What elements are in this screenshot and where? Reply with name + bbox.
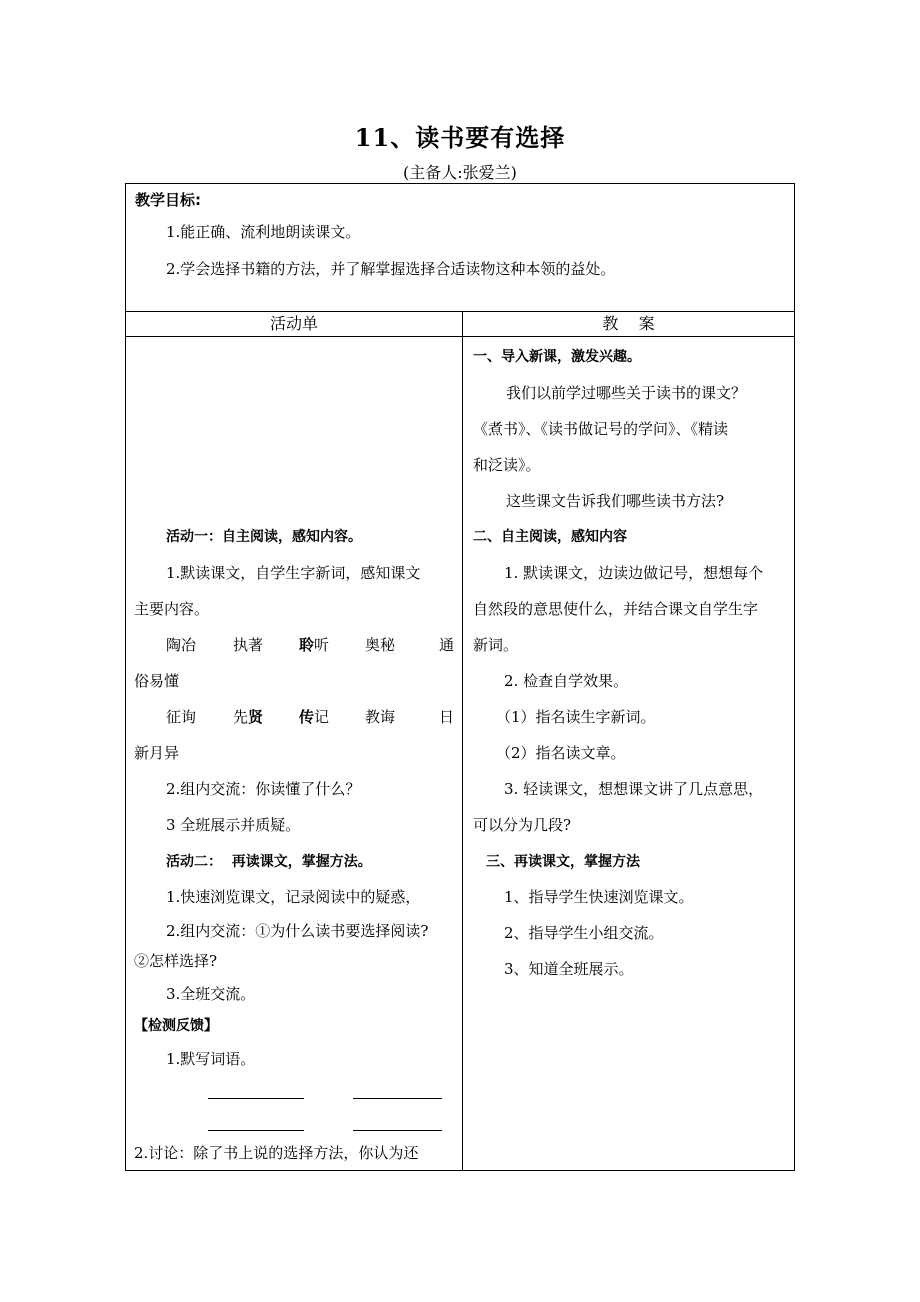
word-jiaohui: 教诲 bbox=[365, 708, 396, 726]
section-2-p1a: 1. 默读课文，边读边做记号，想想每个 bbox=[504, 564, 764, 582]
goals-heading: 教学目标: bbox=[135, 191, 201, 209]
section-2-p2-2: （2）指名读文章。 bbox=[496, 744, 626, 762]
section-2-p3b: 可以分为几段? bbox=[473, 816, 572, 834]
section-2-p1b: 自然段的意思使什么，并结合课文自学生字 bbox=[473, 600, 759, 618]
document-title: 11、读书要有选择 bbox=[354, 123, 566, 152]
check-step-1: 1.默写词语。 bbox=[166, 1050, 256, 1068]
word-zhizhu: 执著 bbox=[233, 636, 264, 654]
answer-blank-3 bbox=[208, 1130, 304, 1131]
goal-item-1: 1.能正确、流利地朗读课文。 bbox=[166, 223, 361, 241]
goal-item-2: 2.学会选择书籍的方法，并了解掌握选择合适读物这种本领的益处。 bbox=[166, 260, 616, 278]
word-ji: 记 bbox=[314, 708, 330, 726]
section-1-title: 一、导入新课，激发兴趣。 bbox=[473, 349, 641, 365]
section-1-p4: 这些课文告诉我们哪些读书方法? bbox=[506, 492, 725, 510]
answer-blank-4 bbox=[353, 1130, 442, 1131]
activity-2-step-1: 1.快速浏览课文，记录阅读中的疑惑， bbox=[166, 888, 421, 906]
section-3-p3: 3、知道全班展示。 bbox=[504, 960, 634, 978]
activity-1-step-2: 2.组内交流：你读懂了什么？ bbox=[166, 780, 361, 798]
table-header-row bbox=[125, 311, 795, 337]
word-ting: 听 bbox=[314, 636, 330, 654]
word-tongsu-cont: 俗易懂 bbox=[134, 672, 180, 690]
body-divider bbox=[462, 337, 463, 1170]
word-tong: 通 bbox=[439, 636, 455, 654]
section-2-p2: 2. 检查自学效果。 bbox=[504, 672, 629, 690]
word-ling-bold: 聆 bbox=[299, 636, 315, 654]
activity-2-step-3: 3.全班交流。 bbox=[166, 985, 256, 1003]
check-feedback-title: 【检测反馈】 bbox=[134, 1018, 218, 1034]
check-step-2: 2.讨论：除了书上说的选择方法，你认为还 bbox=[134, 1144, 419, 1162]
word-rixin-cont: 新月异 bbox=[134, 744, 180, 762]
section-3-p1: 1、指导学生快速浏览课文。 bbox=[504, 888, 694, 906]
document-subtitle: (主备人:张爱兰) bbox=[403, 163, 517, 182]
word-zhengxun: 征询 bbox=[166, 708, 197, 726]
word-taoye: 陶冶 bbox=[166, 636, 197, 654]
activity-2-title: 活动二： 再读课文，掌握方法。 bbox=[166, 854, 372, 870]
section-2-title: 二、自主阅读，感知内容 bbox=[473, 529, 627, 545]
section-3-title: 三、再读课文，掌握方法 bbox=[486, 854, 640, 870]
word-xian-bold: 贤 bbox=[248, 708, 264, 726]
word-xian: 先 bbox=[233, 708, 249, 726]
word-aomi: 奥秘 bbox=[365, 636, 396, 654]
word-zhuan-bold: 传 bbox=[299, 708, 315, 726]
section-1-p2: 《煮书》、《读书做记号的学问》、《精读 bbox=[473, 420, 729, 438]
activity-1-step-3: 3 全班展示并质疑。 bbox=[166, 816, 301, 834]
activity-2-step-2a: 2.组内交流：①为什么读书要选择阅读? bbox=[166, 922, 429, 940]
activity-1-title: 活动一：自主阅读，感知内容。 bbox=[166, 529, 362, 545]
column-header-activity: 活动单 bbox=[269, 314, 318, 333]
section-2-p2-1: （1）指名读生字新词。 bbox=[496, 708, 656, 726]
table-body bbox=[125, 336, 795, 1171]
section-3-p2: 2、指导学生小组交流。 bbox=[504, 924, 664, 942]
activity-1-step-1a: 1.默读课文，自学生字新词，感知课文 bbox=[166, 564, 421, 582]
section-1-p1: 我们以前学过哪些关于读书的课文？ bbox=[506, 384, 747, 402]
goals-section bbox=[125, 183, 795, 312]
activity-1-step-1b: 主要内容。 bbox=[134, 600, 210, 618]
column-header-plan: 教 案 bbox=[602, 314, 655, 333]
section-2-p1c: 新词。 bbox=[473, 636, 519, 654]
answer-blank-1 bbox=[208, 1098, 304, 1099]
section-2-p3a: 3. 轻读课文，想想课文讲了几点意思， bbox=[504, 780, 764, 798]
activity-2-step-2b: ②怎样选择? bbox=[134, 952, 218, 970]
section-1-p3: 和泛读》。 bbox=[473, 456, 541, 474]
answer-blank-2 bbox=[353, 1098, 442, 1099]
word-ri: 日 bbox=[439, 708, 455, 726]
